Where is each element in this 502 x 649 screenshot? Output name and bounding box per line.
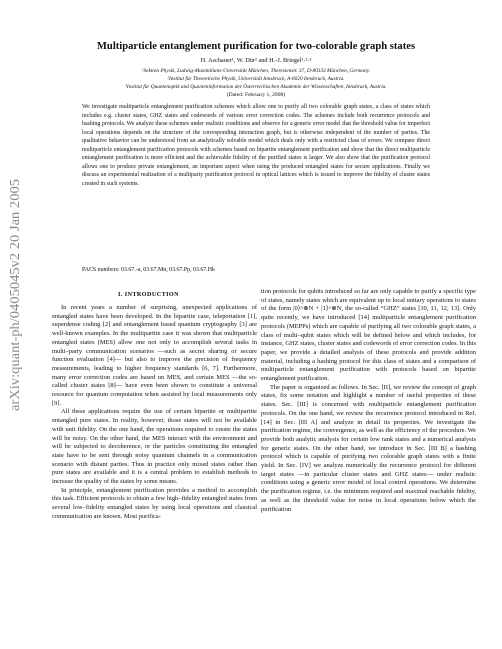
arxiv-identifier-stamp (2, 175, 26, 415)
arxiv-id-text: arXiv:quant-ph/0405045v2 20 Jan 2005 (7, 195, 22, 411)
abstract: We investigate multiparticle entanglement purification schemes which allow one to purify all two colorable graph states, a class of states which includes e.g. cluster states, GHZ states and codewords of various error correction codes. The schemes include both recurrence protocols and hashing protocols. We analyze these schemes under realistic conditions and observe for a generic error model that the threshold value for imperfect local operations depends on the structure of the corresponding interaction graph, but is otherwise independent of the number of parties. The qualitative behavior can be understood from an analytically solvable model which deals only with a restricted class of errors. We compare direct multiparticle entanglement purification protocols with schemes based on bipartite entanglement purification and show that the direct multiparticle entanglement purification is more efficient and the achievable fidelity of the purified states is larger. We also show that the purification protocol allows one to produce private entanglement, an important aspect when using the produced entangled states for secure applications. Finally we discuss an experimental realization of a multiparty purification protocol in optical lattices which is issued to improve the fidelity of cluster states created in such systems. (82, 104, 430, 187)
affiliation-1: ¹Sektion Physik, Ludwig-Maximilians-Universität München, Theresienstr. 37, D-80333 München, Germany. (141, 68, 371, 74)
body-paragraph: All these applications require the use of certain bipartite or multipartite entangled pure states. In reality, however, those states will not be available with unit fidelity. On the one hand, the operations required to create the states will be noisy. On the other hand, the MES interact with the environment and will be subjected to decoherence, or the particles constituting the entangled state have to be sent through noisy quantum channels in a communication scenario with distant parties. Thus in practice only mixed states rather than pure states are available and it is a central problem to establish methods to increase the quality of the states by some means. (52, 408, 257, 486)
section-heading-introduction: I. INTRODUCTION (118, 291, 180, 298)
paper-date: (Dated: February 1, 2008) (226, 92, 286, 98)
body-column-left (52, 304, 257, 522)
affiliation-2: ²Institut für Theoretische Physik, Universität Innsbruck, A-6020 Innsbruck, Austria. (167, 76, 345, 82)
body-paragraph: In recent years a number of surprising, unexpected applications of entangled states have been developed. In the bipartite case, teleportation [1], superdense coding [2] and entanglement based quantum cryptography [3] are well-known examples. In the multipartite case it was shown that multiparticle entangled states (MES) allow one not only to accomplish several tasks in multi–party communication scenarios —such as secret sharing or secure function evaluation [4]— but also to improve the precision of frequency measurements, leading to higher frequency standards [6, 7]. Furthermore, many error correction codes are based on MES, and certain MES —the so-called cluster states [8]— have even been shown to constitute a universal resource for quantum computation when assisted by local measurements only [9]. (52, 304, 257, 407)
affiliation-3: ³Institut für Quantenoptik und Quanteninformation der Österreichischen Akademie der Wissenschaften, Innsbruck, Austria. (125, 84, 387, 90)
body-paragraph: The paper is organized as follows. In Sec. [II], we review the concept of graph states, fix some notation and highlight a number of useful properties of these states. Sec. [III] is concerned with multiparticle entanglement purification protocols. On the one hand, we review the recurrence protocol introduced in Ref. [14] in Sec. [III A] and analyze in detail its properties. We investigate the purification regime, the convergence, as well as the efficiency of the procedure. We provide both analytic analysis for certain low rank states and a numerical analysis for generic states. On the other hand, we introduce in Sec. [III B] a hashing protocol which is capable of purifying two colorable graph states with a finite yield. In Sec. [IV] we analyze numerically the recurrence protocol for different target states —in particular cluster states and GHZ states— under realistic conditions using a generic error model of local control operations. We determine the purification regime, i.e. the minimum required and maximal reachable fidelity, as well as the threshold value for noise in local operations below which the purification (261, 383, 476, 513)
body-column-right (261, 288, 476, 514)
body-paragraph-continued: tion protocols for qubits introduced so far are only capable to purify a specific type of states, namely states which are equivalent up to local unitary operations to states of the form |0⟩^⊗N + |1⟩^⊗N, the so-called “GHZ” states [10, 11, 12, 13]. Only quite recently, we have introduced [14] multiparticle entanglement purification protocols (MEPPs) which are capable of purifying all two colorable graph states, a class of multi–qubit states which will be defined below and which includes, for instance, GHZ states, cluster states and codewords of error correction codes. In this paper, we provide a detailed analysis of these protocols and provide addition material, including a hashing protocol for this class of states and a comparison of multiparticle entanglement purification with protocols based on bipartite entanglement purification. (261, 288, 476, 383)
paper-title: Multiparticle entanglement purification for two-colorable graph states (96, 41, 416, 52)
pacs-numbers: PACS numbers: 03.67.-a, 03.67.Mn, 03.67.Pp, 03.67.Hk (82, 267, 215, 273)
body-paragraph: In principle, entanglement purification provides a method to accomplish this task. Efficient protocols to obtain a few high–fidelity entangled states from several low–fidelity entangled states by using local operations and classical communication are known. Most purifica- (52, 486, 257, 520)
paper-authors: H. Aschauer¹, W. Dür² and H.-J. Briegel¹·²·³ (200, 57, 312, 64)
